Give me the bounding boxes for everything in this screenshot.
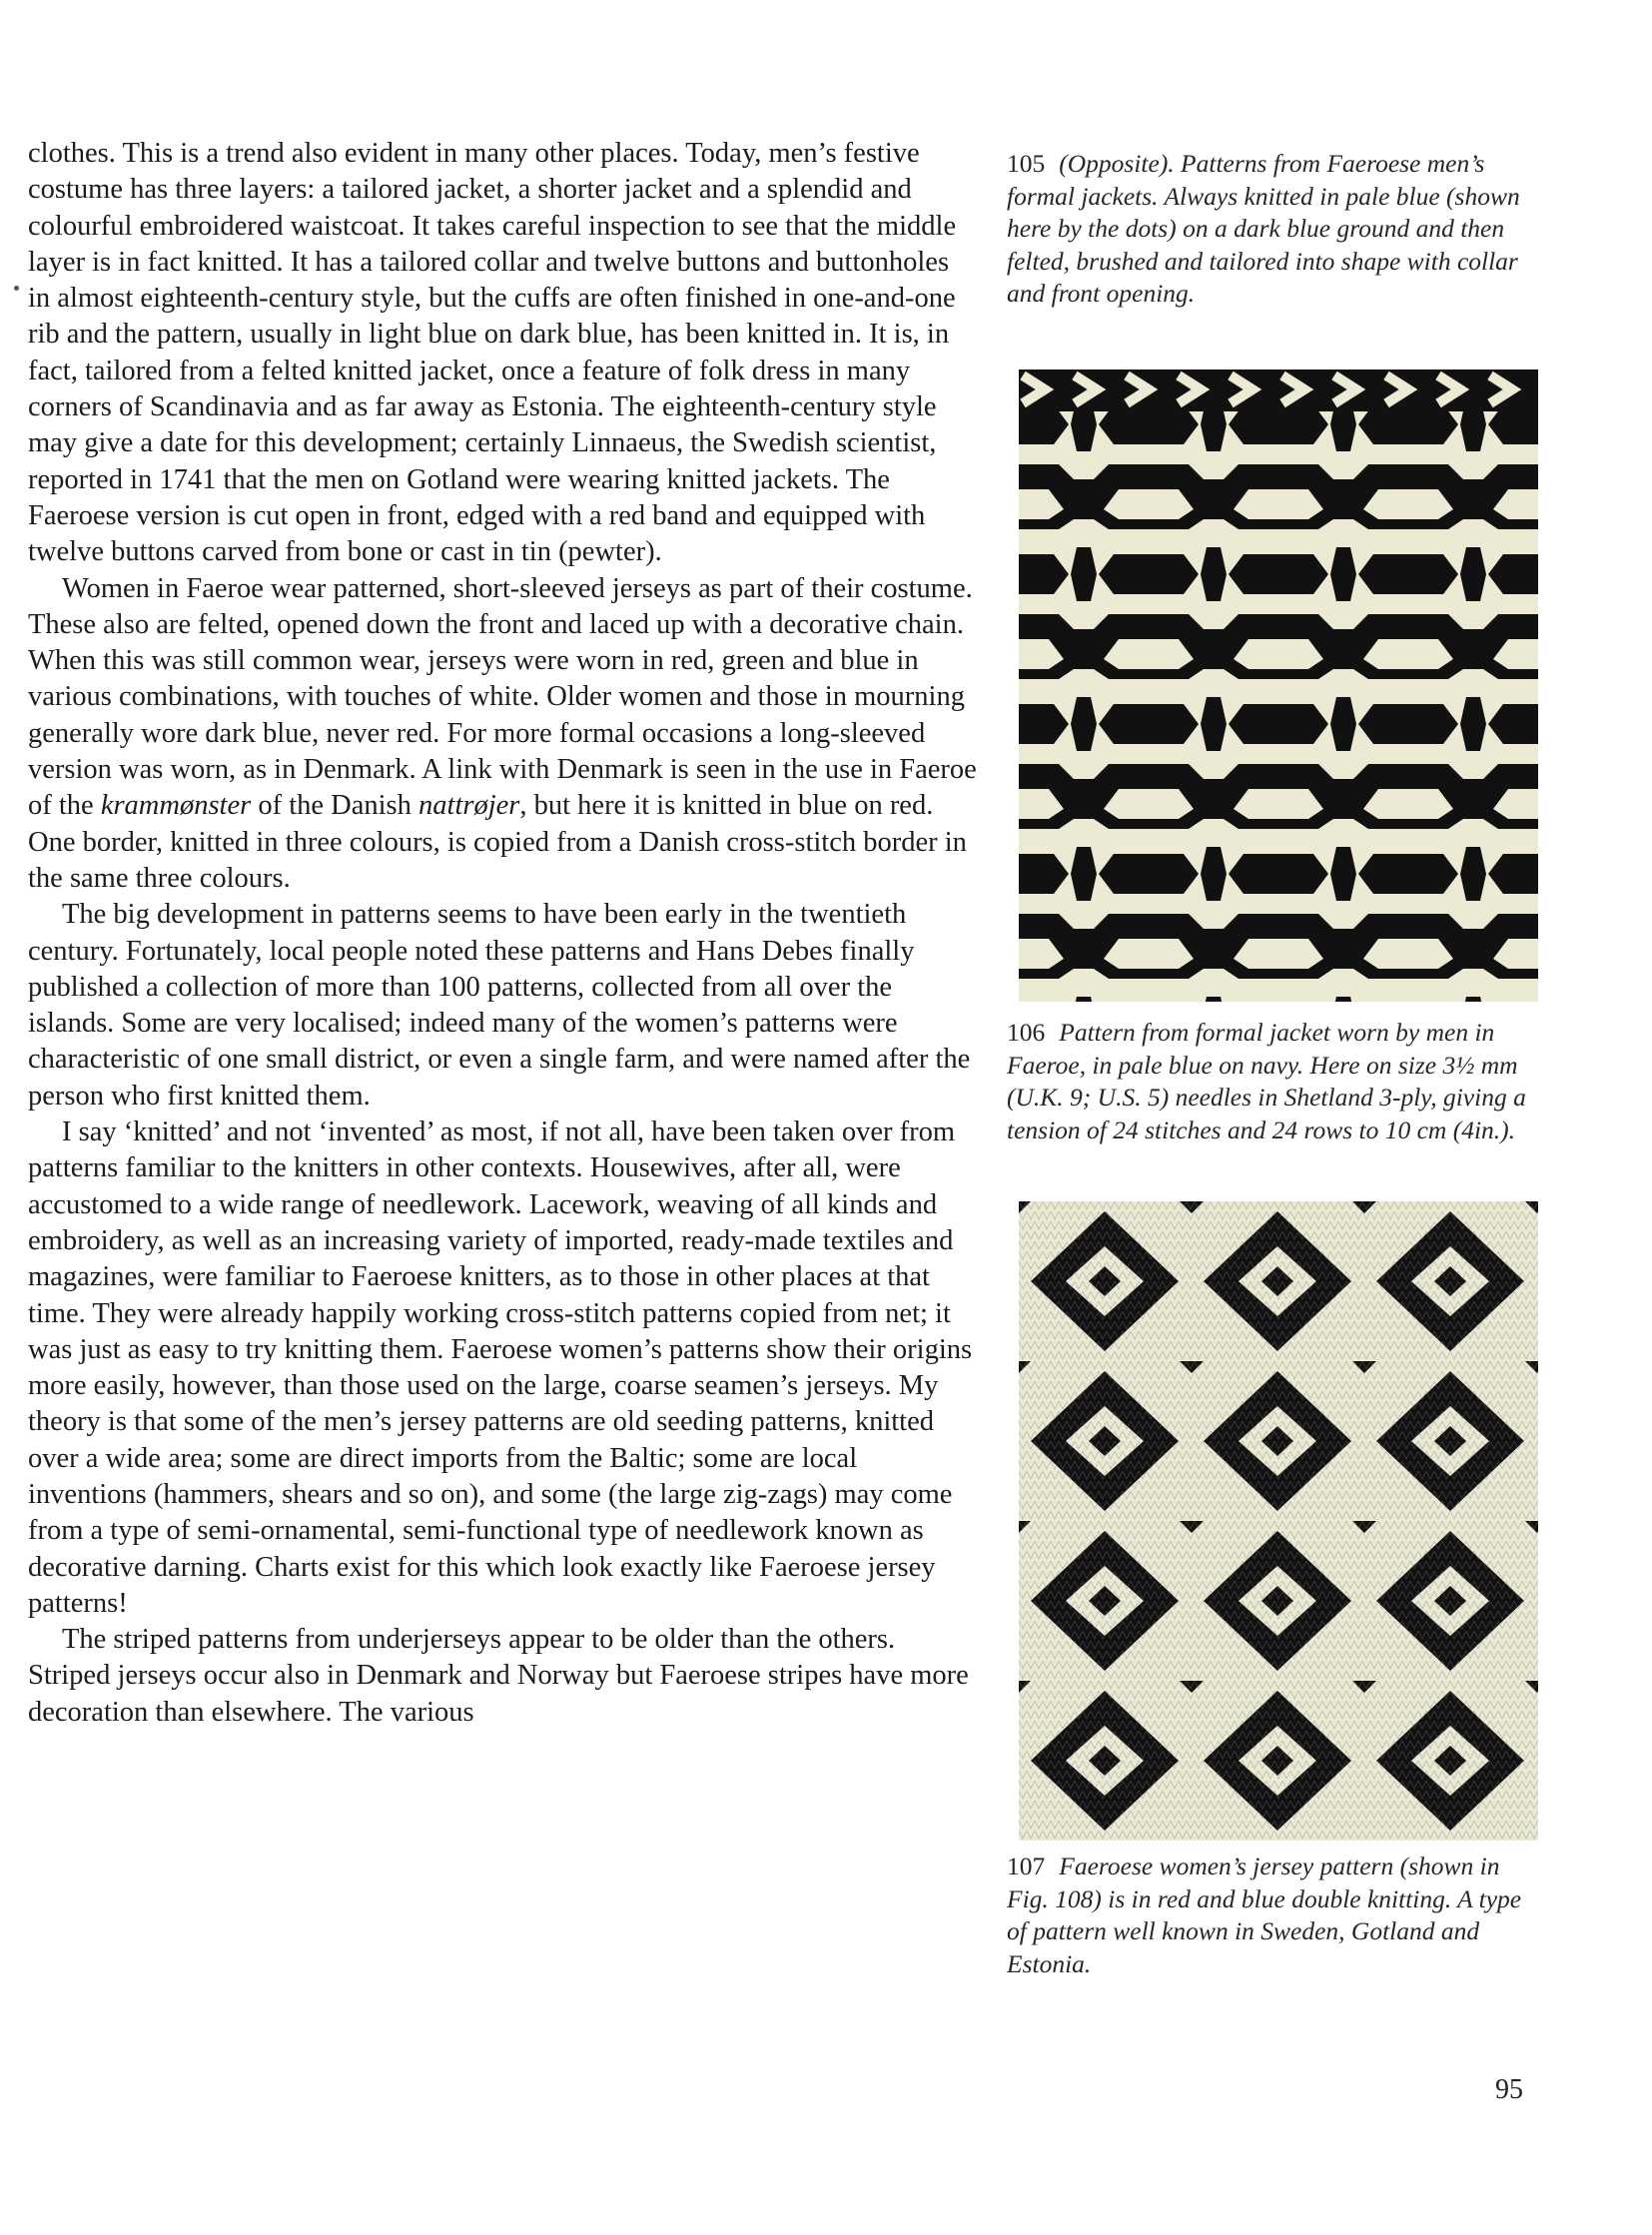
paragraph-1 [28,136,977,571]
paragraph-4 [28,1115,977,1622]
paragraph-2 [28,571,977,898]
paragraph-1-text: clothes. This is a trend also evident in many other places. Today, men’s festive costume has three layers: a tailored jacket, a shorter jacket and a splendid and colourful embroidered waistcoat. It takes careful inspection to see that the middle layer is in fact knitted. It has a tailored collar and twelve buttons and buttonholes in almost eighteenth-century style, but the cuffs are often finished in one-and-one rib and the pattern, usually in light blue on dark blue, has been knitted in. It is, in fact, tailored from a felted knitted jacket, once a feature of folk dress in many corners of Scandinavia and as far away as Estonia. The eighteenth-century style may give a date for this development; certainly Linnaeus, the Swedish scientist, reported in 1741 that the men on Gotland were wearing knitted jackets. The Faeroese version is cut open in front, edged with a red band and equipped with twelve buttons carved from bone or cast in tin (pewter). [28,138,957,568]
paragraph-2-text-c: , but here it is knitted in blue on red. One border, knitted in three colours, is copied from a Danish cross-stitch border in the same three colours. [28,790,967,894]
figure-107-svg [1019,1201,1538,1841]
paragraph-2-text-a: Women in Faeroe wear patterned, short-sleeved jerseys as part of their costume. These also are felted, opened down the front and laced up with a decorative chain. When this was still common wear, jerseys were worn in red, green and blue in various combinations, with touches of white. Older women and those in mourning generally wore dark blue, never red. For more formal occasions a long-sleeved version was worn, as in Denmark. A link with Denmark is seen in the use in Faeroe of the [28,572,977,822]
caption-106-text: Pattern from formal jacket worn by men in Faeroe, in pale blue on navy. Here on size 3½ mm (U.K. 9; U.S. 5) needles in Shetland 3-ply, giving a tension of 24 stitches and 24 rows to 10 cm (4in.). [1007,1018,1526,1144]
paragraph-5-text: The striped patterns from underjerseys appear to be older than the others. Striped jerseys occur also in Denmark and Norway but Faeroese stripes have more decoration than elsewhere. The various [28,1624,969,1728]
caption-106-number: 106 [1007,1018,1046,1047]
caption-105-text: (Opposite). Patterns from Faeroese men’s formal jackets. Always knitted in pale blue (shown here by the dots) on a dark blue ground and then felted, brushed and tailored into shape with collar and front opening. [1007,149,1520,308]
paragraph-4-text: I say ‘knitted’ and not ‘invented’ as most, if not all, have been taken over from patterns familiar to the knitters in other contexts. Housewives, after all, were accustomed to a wide range of needlework. Lacework, weaving of all kinds and embroidery, as well as an increasing variety of imported, ready-made textiles and magazines, were familiar to Faeroese knitters, as to those in other places at that time. They were already happily working cross-stitch patterns copied from net; it was just as easy to try knitting them. Faeroese women’s patterns show their origins more easily, however, than those used on the large, coarse seamen’s jerseys. My theory is that some of the men’s jersey patterns are old seeding patterns, knitted over a wide area; some are direct imports from the Baltic; some are local inventions (hammers, shears and so on), and some (the large zig-zags) may come from a type of semi-ornamental, semi-functional type of needlework known as decorative darning. Charts exist for this which look exactly like Faeroese jersey patterns! [28,1117,973,1619]
figure-107-knit-pattern [1019,1201,1538,1841]
caption-107-number: 107 [1007,1852,1046,1880]
main-text-column [28,136,977,1731]
figure-106-svg [1019,370,1538,1002]
paragraph-3-text: The big development in patterns seems to have been early in the twentieth century. Fortunately, local people noted these patterns and Hans Debes finally published a collection of more than 100 patterns, collected from all over the islands. Some are very localised; indeed many of the women’s patterns were characteristic of one small district, or even a single farm, and were named after the person who first knitted them. [28,899,971,1112]
figure-106-knit-pattern [1019,370,1538,1002]
term-nattrojer: nattrøjer [418,790,520,822]
caption-107-text: Faeroese women’s jersey pattern (shown in Fig. 108) is in red and blue double knitting. A type of pattern well known in Sweden, Gotland and Estonia. [1007,1852,1522,1978]
caption-107 [1007,1851,1526,1980]
caption-106 [1007,1017,1526,1146]
page-number: 95 [1495,2074,1523,2105]
paragraph-5 [28,1622,977,1731]
paragraph-3 [28,897,977,1115]
margin-mark [14,286,19,291]
caption-105-number: 105 [1007,149,1046,178]
caption-105 [1007,148,1526,311]
paragraph-2-text-b: of the Danish [251,790,419,822]
term-krammonster: krammønster [100,790,252,822]
